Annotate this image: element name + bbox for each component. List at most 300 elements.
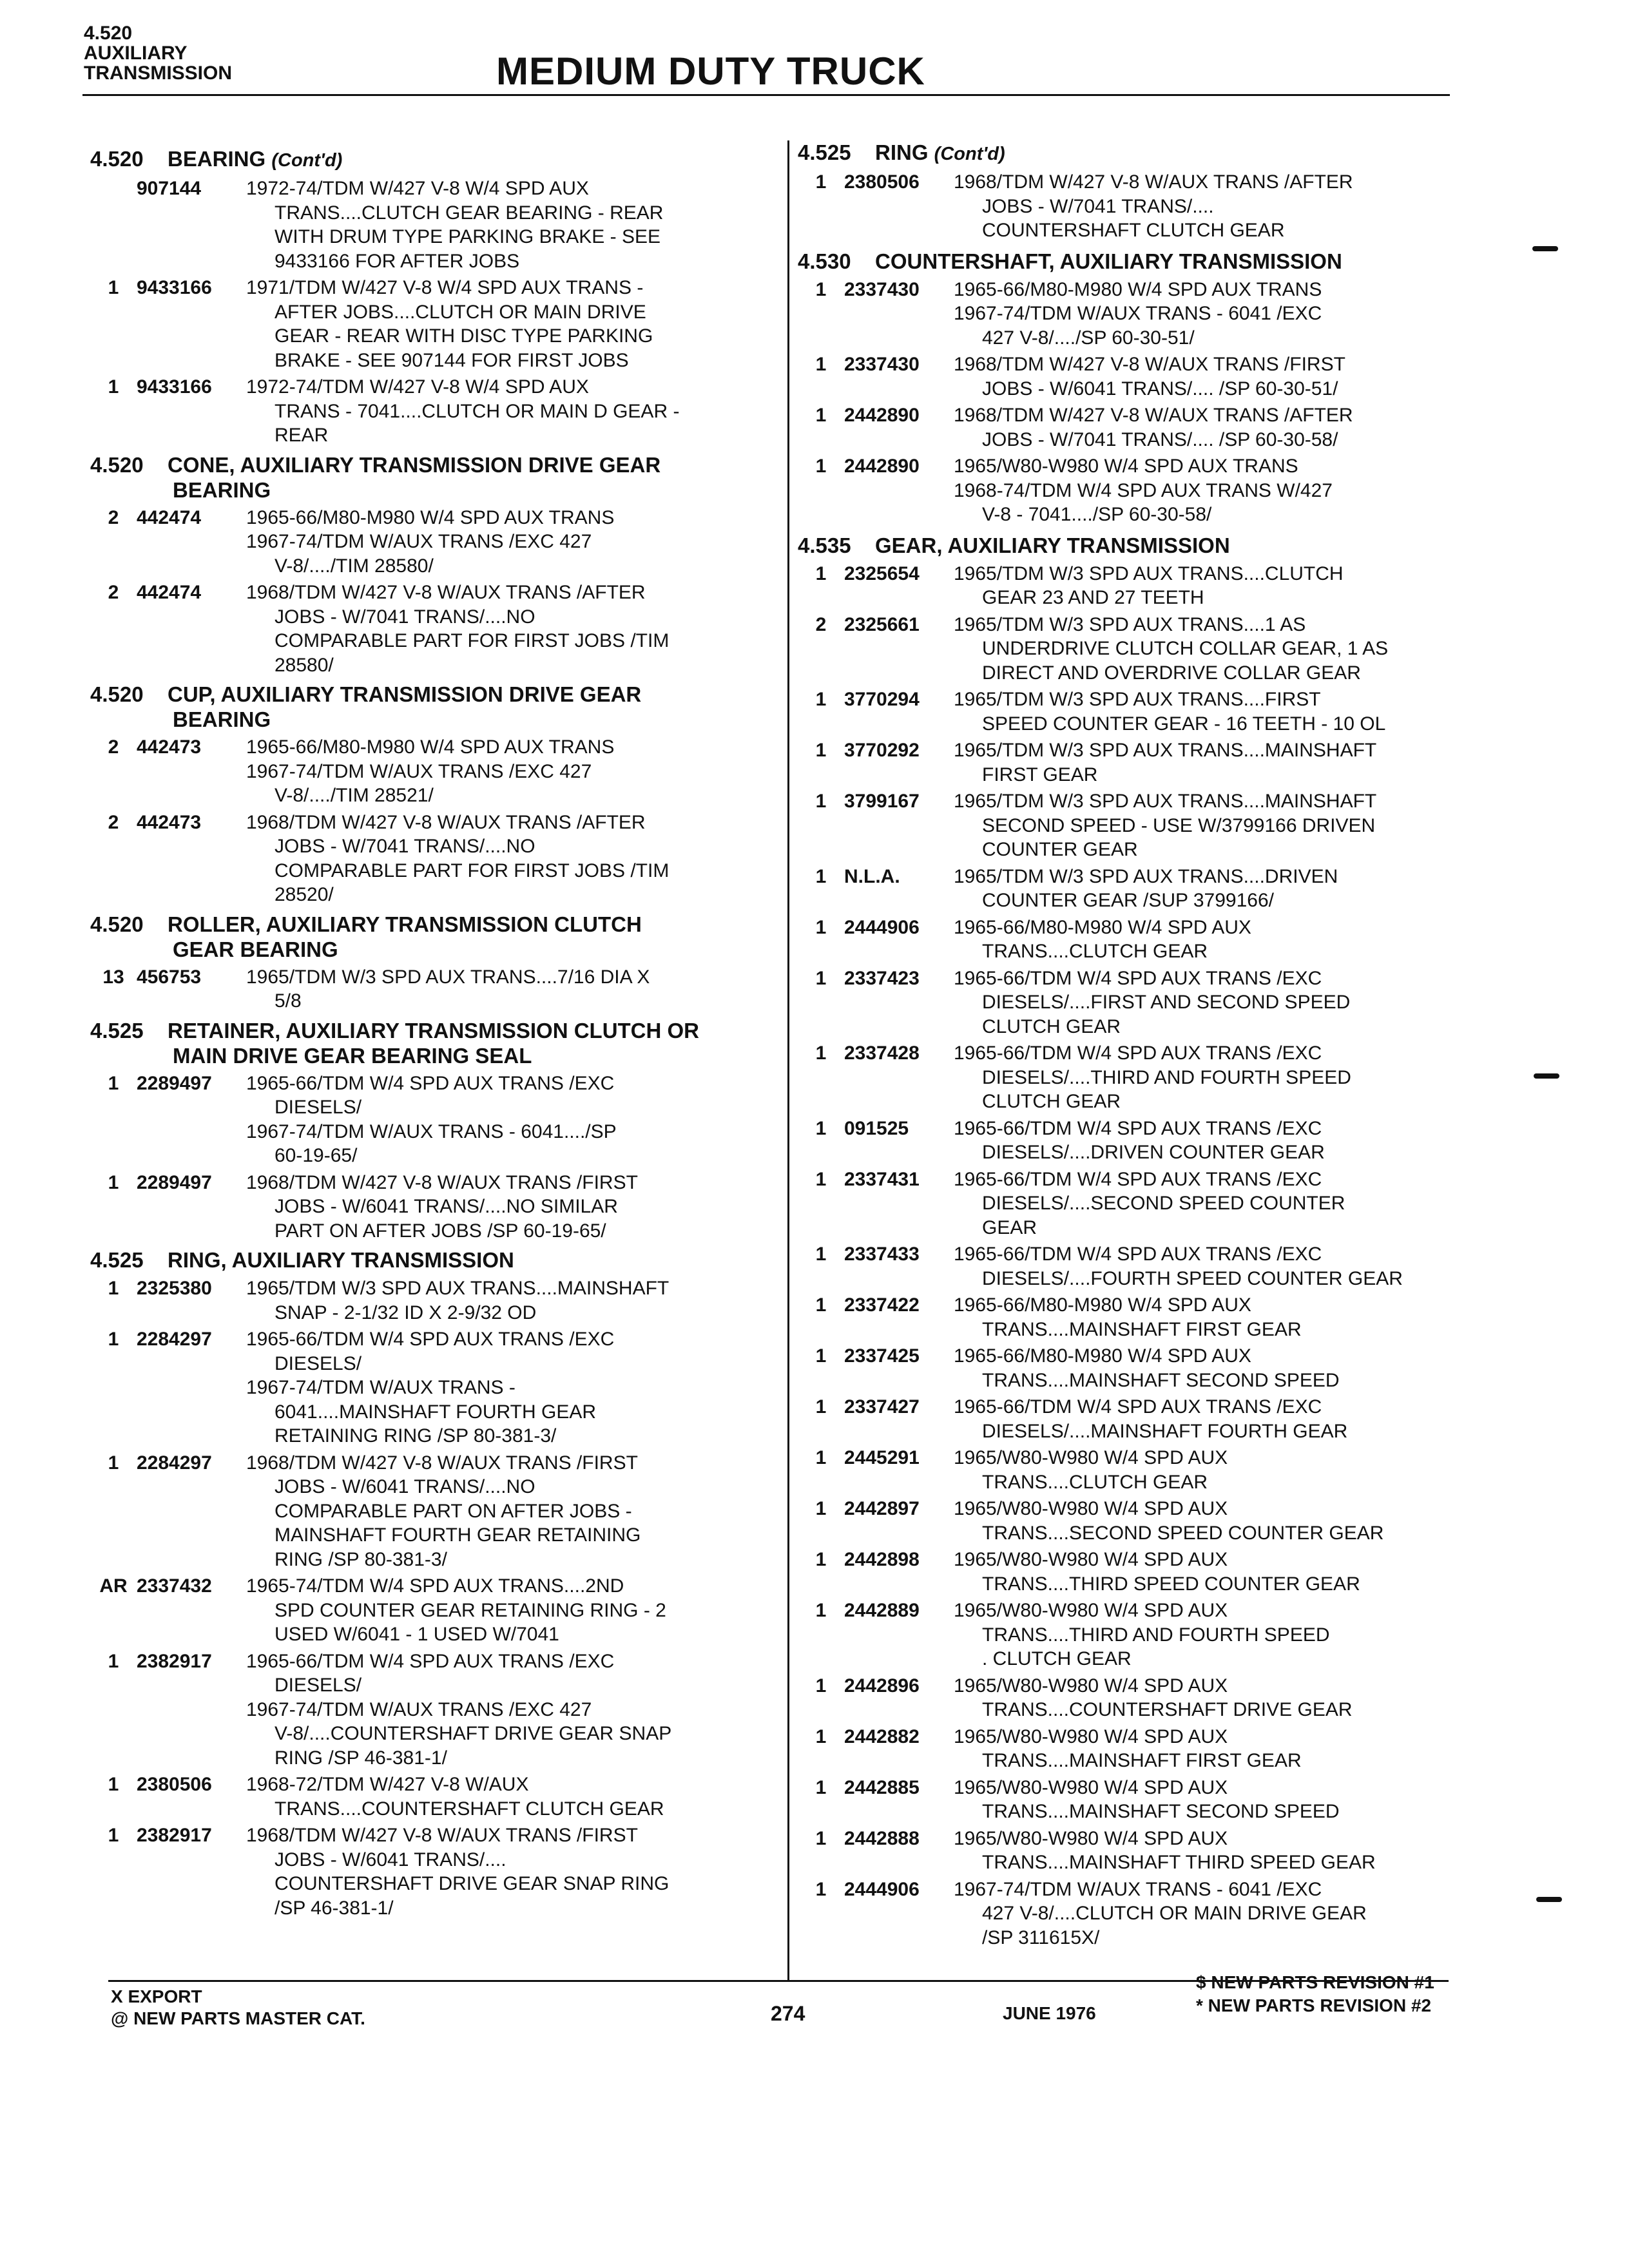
quantity: 1 bbox=[815, 1498, 827, 1519]
part-entry bbox=[90, 1649, 773, 1771]
description-line: 1968/TDM W/427 V-8 W/AUX TRANS /FIRST bbox=[246, 1452, 638, 1474]
description-line: 1965/W80-W980 W/4 SPD AUX bbox=[954, 1827, 1228, 1849]
section-gap bbox=[798, 243, 1449, 248]
part-entry bbox=[90, 735, 773, 808]
quantity: 1 bbox=[815, 1725, 827, 1747]
part-entry bbox=[90, 177, 773, 273]
quantity: 1 bbox=[815, 278, 827, 300]
description-line: RETAINING RING /SP 80-381-3/ bbox=[275, 1425, 557, 1446]
left-column bbox=[90, 146, 773, 1920]
description-line: 1968/TDM W/427 V-8 W/AUX TRANS /AFTER bbox=[954, 171, 1353, 193]
description-line: 1965-66/M80-M980 W/4 SPD AUX TRANS bbox=[246, 736, 615, 758]
description-line: 1965-66/TDM W/4 SPD AUX TRANS /EXC bbox=[246, 1329, 615, 1350]
section-number: 4.520 bbox=[90, 147, 144, 171]
quantity bbox=[90, 177, 137, 273]
quantity: 13 bbox=[102, 966, 124, 988]
description-line: 1965/TDM W/3 SPD AUX TRANS....7/16 DIA X bbox=[246, 966, 650, 988]
part-number: 442474 bbox=[137, 582, 202, 603]
part-description bbox=[954, 454, 1449, 527]
part-entry bbox=[798, 613, 1449, 686]
part-description bbox=[954, 1497, 1449, 1545]
quantity: 1 bbox=[815, 791, 827, 812]
description-line: 1972-74/TDM W/427 V-8 W/4 SPD AUX bbox=[246, 376, 589, 398]
part-number: 2337422 bbox=[844, 1294, 920, 1316]
section-number: 4.525 bbox=[90, 1018, 144, 1043]
description-line: UNDERDRIVE CLUTCH COLLAR GEAR, 1 AS bbox=[982, 638, 1389, 659]
section-title: BEARING bbox=[168, 147, 266, 171]
part-entry bbox=[90, 581, 773, 677]
part-number: 2444906 bbox=[844, 1878, 920, 1900]
quantity: 1 bbox=[815, 562, 827, 584]
description-line: JOBS - W/6041 TRANS/.... bbox=[275, 1849, 506, 1870]
section-title: CONE, AUXILIARY TRANSMISSION DRIVE GEAR bbox=[168, 452, 661, 477]
description-line: 1965-66/TDM W/4 SPD AUX TRANS /EXC bbox=[954, 1168, 1322, 1190]
description-line: COUNTER GEAR bbox=[982, 839, 1138, 860]
part-description bbox=[954, 1168, 1449, 1240]
quantity: 1 bbox=[108, 1825, 119, 1846]
part-description bbox=[954, 1446, 1449, 1494]
description-line: 1965/W80-W980 W/4 SPD AUX bbox=[954, 1675, 1228, 1696]
quantity: 1 bbox=[815, 1600, 827, 1621]
description-line: USED W/6041 - 1 USED W/7041 bbox=[275, 1624, 559, 1645]
description-line: DIESELS/....SECOND SPEED COUNTER bbox=[982, 1193, 1345, 1214]
section-heading bbox=[90, 146, 773, 174]
description-line: 1965-74/TDM W/4 SPD AUX TRANS....2ND bbox=[246, 1575, 624, 1597]
quantity: AR bbox=[99, 1575, 128, 1597]
description-line: COUNTERSHAFT CLUTCH GEAR bbox=[982, 220, 1285, 241]
part-entry bbox=[90, 1451, 773, 1572]
part-description bbox=[954, 1548, 1449, 1596]
part-entry bbox=[798, 1497, 1449, 1545]
description-line: 1965/W80-W980 W/4 SPD AUX bbox=[954, 1447, 1228, 1468]
quantity: 1 bbox=[815, 1549, 827, 1570]
description-line: 1967-74/TDM W/AUX TRANS - 6041 /EXC bbox=[954, 303, 1322, 324]
quantity: 1 bbox=[108, 1278, 119, 1299]
description-line: SECOND SPEED - USE W/3799166 DRIVEN bbox=[982, 814, 1376, 836]
part-number: 2382917 bbox=[137, 1650, 212, 1672]
quantity: 1 bbox=[815, 1244, 827, 1265]
part-entry bbox=[90, 1276, 773, 1325]
description-line: 1965-66/TDM W/4 SPD AUX TRANS /EXC bbox=[954, 1244, 1322, 1265]
part-number: 2325380 bbox=[137, 1278, 212, 1299]
section-number: 4.520 bbox=[90, 682, 144, 706]
description-line: 1965/W80-W980 W/4 SPD AUX TRANS bbox=[954, 456, 1298, 477]
part-number: 3770292 bbox=[844, 740, 920, 761]
description-line: 1965/W80-W980 W/4 SPD AUX bbox=[954, 1600, 1228, 1621]
quantity: 1 bbox=[815, 865, 827, 887]
quantity: 1 bbox=[815, 1345, 827, 1367]
part-description bbox=[954, 613, 1449, 686]
part-number: 2337430 bbox=[844, 278, 920, 300]
part-entry bbox=[798, 1293, 1449, 1341]
part-entry bbox=[798, 170, 1449, 243]
part-entry bbox=[798, 738, 1449, 787]
section-title: CUP, AUXILIARY TRANSMISSION DRIVE GEAR bbox=[168, 682, 642, 706]
part-entry bbox=[798, 687, 1449, 736]
part-entry bbox=[798, 865, 1449, 913]
revision-mark bbox=[1532, 246, 1558, 251]
section-heading bbox=[90, 452, 773, 479]
page-number: 274 bbox=[771, 2002, 805, 2025]
description-line: TRANS....CLUTCH GEAR BEARING - REAR bbox=[275, 202, 664, 224]
description-line: 1965-66/M80-M980 W/4 SPD AUX TRANS bbox=[246, 506, 615, 528]
part-entry bbox=[798, 1395, 1449, 1443]
description-line: 427 V-8/..../SP 60-30-51/ bbox=[982, 327, 1195, 349]
description-line: WITH DRUM TYPE PARKING BRAKE - SEE bbox=[275, 226, 660, 247]
part-description bbox=[954, 789, 1449, 862]
part-entry bbox=[798, 1674, 1449, 1722]
quantity: 2 bbox=[108, 506, 119, 528]
part-number: 091525 bbox=[844, 1117, 909, 1139]
description-line: JOBS - W/6041 TRANS/.... /SP 60-30-51/ bbox=[982, 378, 1338, 399]
part-entry bbox=[798, 789, 1449, 862]
description-line: COMPARABLE PART ON AFTER JOBS - bbox=[275, 1500, 632, 1522]
part-description bbox=[954, 1674, 1449, 1722]
quantity: 1 bbox=[108, 1774, 119, 1795]
part-description bbox=[246, 1649, 773, 1771]
part-number: 2445291 bbox=[844, 1447, 920, 1468]
part-number: 3799167 bbox=[844, 791, 920, 812]
description-line: CLUTCH GEAR bbox=[982, 1015, 1121, 1037]
part-description bbox=[954, 1117, 1449, 1165]
description-line: . CLUTCH GEAR bbox=[982, 1648, 1132, 1669]
part-number: 2337433 bbox=[844, 1244, 920, 1265]
part-entry bbox=[90, 1327, 773, 1448]
description-line: 1965/W80-W980 W/4 SPD AUX bbox=[954, 1725, 1228, 1747]
description-line: 1965/TDM W/3 SPD AUX TRANS....CLUTCH bbox=[954, 562, 1344, 584]
section-heading bbox=[90, 1017, 773, 1044]
section-number: 4.520 bbox=[90, 912, 144, 936]
footer-master-catalog: @ NEW PARTS MASTER CAT. bbox=[111, 2008, 365, 2028]
part-number: 2442890 bbox=[844, 456, 920, 477]
part-number: 2442898 bbox=[844, 1549, 920, 1570]
description-line: 1965-66/M80-M980 W/4 SPD AUX bbox=[954, 1345, 1251, 1367]
part-number: 3770294 bbox=[844, 689, 920, 710]
quantity: 1 bbox=[815, 456, 827, 477]
part-entry bbox=[798, 1041, 1449, 1114]
section-number: 4.520 bbox=[84, 23, 133, 44]
part-number: 2284297 bbox=[137, 1452, 212, 1474]
description-line: 1965/TDM W/3 SPD AUX TRANS....FIRST bbox=[954, 689, 1321, 710]
part-number: 2325661 bbox=[844, 613, 920, 635]
part-entry bbox=[798, 1599, 1449, 1671]
description-line: TRANS....SECOND SPEED COUNTER GEAR bbox=[982, 1522, 1384, 1544]
part-description bbox=[246, 581, 773, 677]
quantity: 2 bbox=[108, 582, 119, 603]
part-description bbox=[954, 170, 1449, 243]
part-description bbox=[246, 177, 773, 273]
section-title: RING bbox=[875, 140, 929, 164]
part-entry bbox=[90, 965, 773, 1014]
part-number: 2442888 bbox=[844, 1827, 920, 1849]
quantity: 1 bbox=[815, 354, 827, 375]
description-line: DIESELS/ bbox=[275, 1097, 362, 1118]
revision-mark bbox=[1536, 1897, 1562, 1902]
description-line: 1965/TDM W/3 SPD AUX TRANS....MAINSHAFT bbox=[246, 1278, 670, 1299]
footer-revision-1: $ NEW PARTS REVISION #1 bbox=[1196, 1972, 1434, 1992]
section-heading bbox=[90, 1247, 773, 1274]
part-number: 2382917 bbox=[137, 1825, 212, 1846]
description-line: 1965-66/M80-M980 W/4 SPD AUX bbox=[954, 916, 1251, 938]
description-line: 28580/ bbox=[275, 654, 334, 676]
description-line: COUNTER GEAR /SUP 3799166/ bbox=[982, 890, 1274, 911]
part-description bbox=[954, 278, 1449, 351]
section-number: 4.525 bbox=[798, 140, 851, 164]
revision-mark bbox=[1534, 1073, 1559, 1079]
description-line: 60-19-65/ bbox=[275, 1145, 358, 1166]
description-line: JOBS - W/7041 TRANS/.... /SP 60-30-58/ bbox=[982, 428, 1338, 450]
part-entry bbox=[798, 1878, 1449, 1950]
section-title: GEAR, AUXILIARY TRANSMISSION bbox=[875, 533, 1230, 557]
description-line: 6041....MAINSHAFT FOURTH GEAR bbox=[275, 1401, 596, 1423]
description-line: CLUTCH GEAR bbox=[982, 1091, 1121, 1112]
description-line: 1968/TDM W/427 V-8 W/AUX TRANS /FIRST bbox=[954, 354, 1345, 375]
description-line: 1967-74/TDM W/AUX TRANS /EXC 427 bbox=[246, 760, 592, 782]
description-line: 1965/W80-W980 W/4 SPD AUX bbox=[954, 1776, 1228, 1798]
quantity: 1 bbox=[108, 1650, 119, 1672]
quantity: 1 bbox=[108, 1171, 119, 1193]
description-line: 1968-74/TDM W/4 SPD AUX TRANS W/427 bbox=[954, 479, 1333, 501]
part-description bbox=[954, 916, 1449, 964]
description-line: GEAR 23 AND 27 TEETH bbox=[982, 587, 1204, 608]
part-entry bbox=[798, 966, 1449, 1039]
description-line: 427 V-8/....CLUTCH OR MAIN DRIVE GEAR bbox=[982, 1903, 1367, 1924]
footer-date: JUNE 1976 bbox=[1003, 2003, 1096, 2023]
part-entry bbox=[90, 1823, 773, 1920]
description-line: DIESELS/ bbox=[275, 1352, 362, 1374]
description-line: TRANS....MAINSHAFT SECOND SPEED bbox=[982, 1369, 1340, 1391]
part-number: 2337430 bbox=[844, 354, 920, 375]
part-entry bbox=[90, 276, 773, 372]
part-entry bbox=[798, 1725, 1449, 1773]
part-number: N.L.A. bbox=[844, 865, 900, 887]
part-description bbox=[954, 1293, 1449, 1341]
quantity: 1 bbox=[108, 277, 119, 298]
section-title: COUNTERSHAFT, AUXILIARY TRANSMISSION bbox=[875, 249, 1342, 273]
description-line: 1965-66/TDM W/4 SPD AUX TRANS /EXC bbox=[246, 1072, 615, 1094]
part-entry bbox=[90, 811, 773, 907]
section-number: 4.535 bbox=[798, 533, 851, 557]
description-line: 1965/TDM W/3 SPD AUX TRANS....MAINSHAFT bbox=[954, 740, 1377, 761]
part-number: 2337428 bbox=[844, 1043, 920, 1064]
part-description bbox=[954, 1395, 1449, 1443]
description-line: PART ON AFTER JOBS /SP 60-19-65/ bbox=[275, 1220, 606, 1242]
part-description bbox=[954, 1776, 1449, 1824]
part-description bbox=[954, 1725, 1449, 1773]
description-line: 1968/TDM W/427 V-8 W/AUX TRANS /FIRST bbox=[246, 1171, 638, 1193]
description-line: DIESELS/ bbox=[275, 1675, 362, 1696]
part-entry bbox=[798, 1548, 1449, 1596]
part-number: 442473 bbox=[137, 811, 202, 833]
part-entry bbox=[90, 506, 773, 579]
section-title-continued: MAIN DRIVE GEAR BEARING SEAL bbox=[173, 1043, 532, 1068]
section-title-continued: BEARING bbox=[173, 707, 271, 731]
part-entry bbox=[90, 375, 773, 448]
description-line: SPEED COUNTER GEAR - 16 TEETH - 10 OL bbox=[982, 713, 1386, 735]
quantity: 2 bbox=[108, 736, 119, 758]
description-line: COMPARABLE PART FOR FIRST JOBS /TIM bbox=[275, 860, 670, 881]
part-description bbox=[246, 1451, 773, 1572]
quantity: 1 bbox=[815, 689, 827, 710]
part-number: 2337425 bbox=[844, 1345, 920, 1367]
part-number: 2337423 bbox=[844, 967, 920, 989]
section-heading bbox=[798, 248, 1449, 275]
section-heading bbox=[90, 911, 773, 938]
part-description bbox=[246, 1327, 773, 1448]
part-number: 2442896 bbox=[844, 1675, 920, 1696]
section-title: RING, AUXILIARY TRANSMISSION bbox=[168, 1248, 514, 1272]
part-number: 2442897 bbox=[844, 1498, 920, 1519]
part-description bbox=[246, 375, 773, 448]
part-number: 2325654 bbox=[844, 562, 920, 584]
section-heading bbox=[90, 681, 773, 708]
description-line: V-8/....COUNTERSHAFT DRIVE GEAR SNAP bbox=[275, 1723, 672, 1744]
description-line: 1971/TDM W/427 V-8 W/4 SPD AUX TRANS - bbox=[246, 277, 644, 298]
quantity: 1 bbox=[108, 376, 119, 398]
quantity: 1 bbox=[815, 916, 827, 938]
part-entry bbox=[798, 403, 1449, 452]
quantity: 1 bbox=[815, 1168, 827, 1190]
description-line: REAR bbox=[275, 425, 329, 446]
description-line: COMPARABLE PART FOR FIRST JOBS /TIM bbox=[275, 630, 670, 651]
quantity: 1 bbox=[815, 1294, 827, 1316]
part-description bbox=[246, 1773, 773, 1821]
part-number: 2289497 bbox=[137, 1072, 212, 1094]
quantity: 2 bbox=[108, 811, 119, 833]
part-description bbox=[246, 735, 773, 808]
part-description bbox=[246, 1574, 773, 1647]
description-line: JOBS - W/7041 TRANS/....NO bbox=[275, 606, 535, 628]
part-description bbox=[954, 1827, 1449, 1875]
header-rule bbox=[82, 94, 1450, 96]
part-entry bbox=[798, 1168, 1449, 1240]
part-number: 2380506 bbox=[844, 171, 920, 193]
part-number: 2442889 bbox=[844, 1600, 920, 1621]
description-line: 1967-74/TDM W/AUX TRANS /EXC 427 bbox=[246, 531, 592, 552]
continued-label: (Cont'd) bbox=[934, 144, 1005, 164]
description-line: 9433166 FOR AFTER JOBS bbox=[275, 250, 520, 272]
description-line: TRANS....MAINSHAFT SECOND SPEED bbox=[982, 1801, 1340, 1822]
description-line: RING /SP 46-381-1/ bbox=[275, 1747, 447, 1769]
footer-revision-2: * NEW PARTS REVISION #2 bbox=[1196, 1995, 1432, 2015]
section-title-continued: BEARING bbox=[173, 477, 271, 502]
part-description bbox=[246, 811, 773, 907]
quantity: 1 bbox=[108, 1329, 119, 1350]
section-number: 4.530 bbox=[798, 249, 851, 273]
part-description bbox=[954, 403, 1449, 452]
quantity: 1 bbox=[815, 405, 827, 426]
part-description bbox=[954, 1599, 1449, 1671]
quantity: 1 bbox=[108, 1452, 119, 1474]
description-line: RING /SP 80-381-3/ bbox=[275, 1548, 447, 1570]
part-number: 9433166 bbox=[137, 277, 212, 298]
description-line: TRANS....COUNTERSHAFT CLUTCH GEAR bbox=[275, 1798, 664, 1820]
section-title: RETAINER, AUXILIARY TRANSMISSION CLUTCH OR bbox=[168, 1018, 700, 1043]
page-title: MEDIUM DUTY TRUCK bbox=[496, 50, 925, 93]
part-entry bbox=[798, 1242, 1449, 1291]
part-entry bbox=[90, 1773, 773, 1821]
quantity: 1 bbox=[815, 1878, 827, 1900]
description-line: DIESELS/....MAINSHAFT FOURTH GEAR bbox=[982, 1420, 1348, 1442]
description-line: 1965-66/M80-M980 W/4 SPD AUX bbox=[954, 1294, 1251, 1316]
part-number: 2289497 bbox=[137, 1171, 212, 1193]
part-entry bbox=[798, 454, 1449, 527]
quantity: 1 bbox=[815, 1396, 827, 1418]
part-entry bbox=[798, 1446, 1449, 1494]
part-description bbox=[954, 738, 1449, 787]
description-line: 1965/TDM W/3 SPD AUX TRANS....1 AS bbox=[954, 613, 1306, 635]
part-entry bbox=[798, 278, 1449, 351]
description-line: 1965/TDM W/3 SPD AUX TRANS....DRIVEN bbox=[954, 865, 1338, 887]
quantity: 1 bbox=[815, 1043, 827, 1064]
description-line: 1965-66/M80-M980 W/4 SPD AUX TRANS bbox=[954, 278, 1322, 300]
section-heading bbox=[798, 139, 1449, 168]
description-line: GEAR bbox=[982, 1216, 1037, 1238]
description-line: TRANS....CLUTCH GEAR bbox=[982, 941, 1208, 962]
part-entry bbox=[798, 1776, 1449, 1824]
part-number: 2442890 bbox=[844, 405, 920, 426]
description-line: 1965/W80-W980 W/4 SPD AUX bbox=[954, 1498, 1228, 1519]
section-name-line1: AUXILIARY bbox=[84, 43, 188, 64]
footer-export: X EXPORT bbox=[111, 1986, 202, 2006]
description-line: DIESELS/....THIRD AND FOURTH SPEED bbox=[982, 1066, 1351, 1088]
description-line: TRANS....COUNTERSHAFT DRIVE GEAR bbox=[982, 1699, 1353, 1720]
description-line: BRAKE - SEE 907144 FOR FIRST JOBS bbox=[275, 349, 629, 371]
part-entry bbox=[798, 1827, 1449, 1875]
part-number: 2444906 bbox=[844, 916, 920, 938]
description-line: SNAP - 2-1/32 ID X 2-9/32 OD bbox=[275, 1302, 537, 1323]
part-description bbox=[246, 965, 773, 1014]
description-line: 1967-74/TDM W/AUX TRANS - 6041 /EXC bbox=[954, 1878, 1322, 1900]
description-line: 1965-66/TDM W/4 SPD AUX TRANS /EXC bbox=[246, 1650, 615, 1672]
quantity: 1 bbox=[815, 1675, 827, 1696]
description-line: SPD COUNTER GEAR RETAINING RING - 2 bbox=[275, 1599, 666, 1621]
description-line: AFTER JOBS....CLUTCH OR MAIN DRIVE bbox=[275, 301, 646, 323]
part-description bbox=[246, 1171, 773, 1244]
description-line: /SP 46-381-1/ bbox=[275, 1897, 394, 1919]
quantity: 2 bbox=[815, 613, 827, 635]
part-description bbox=[954, 1344, 1449, 1392]
description-line: 1965-66/TDM W/4 SPD AUX TRANS /EXC bbox=[954, 1043, 1322, 1064]
description-line: V-8/..../TIM 28521/ bbox=[275, 785, 434, 806]
description-line: TRANS - 7041....CLUTCH OR MAIN D GEAR - bbox=[275, 400, 680, 422]
description-line: MAINSHAFT FOURTH GEAR RETAINING bbox=[275, 1524, 641, 1546]
description-line: 1967-74/TDM W/AUX TRANS /EXC 427 bbox=[246, 1698, 592, 1720]
part-number: 2442882 bbox=[844, 1725, 920, 1747]
quantity: 1 bbox=[815, 171, 827, 193]
section-gap bbox=[798, 527, 1449, 532]
quantity: 1 bbox=[815, 1776, 827, 1798]
quantity: 1 bbox=[108, 1072, 119, 1094]
part-number: 442474 bbox=[137, 506, 202, 528]
section-title-continued: GEAR BEARING bbox=[173, 937, 338, 961]
part-description bbox=[246, 506, 773, 579]
continued-label: (Cont'd) bbox=[271, 150, 343, 171]
part-number: 456753 bbox=[137, 966, 202, 988]
quantity: 1 bbox=[815, 740, 827, 761]
part-entry bbox=[90, 1072, 773, 1168]
description-line: 1965/TDM W/3 SPD AUX TRANS....MAINSHAFT bbox=[954, 791, 1377, 812]
description-line: V-8/..../TIM 28580/ bbox=[275, 555, 434, 577]
description-line: 1968/TDM W/427 V-8 W/AUX TRANS /AFTER bbox=[246, 811, 646, 833]
description-line: 1965/W80-W980 W/4 SPD AUX bbox=[954, 1549, 1228, 1570]
section-number: 4.525 bbox=[90, 1248, 144, 1272]
description-line: 1967-74/TDM W/AUX TRANS - 6041..../SP bbox=[246, 1120, 617, 1142]
part-description bbox=[954, 1242, 1449, 1291]
part-entry bbox=[798, 1344, 1449, 1392]
quantity: 1 bbox=[815, 967, 827, 989]
description-line: JOBS - W/6041 TRANS/....NO SIMILAR bbox=[275, 1196, 618, 1217]
